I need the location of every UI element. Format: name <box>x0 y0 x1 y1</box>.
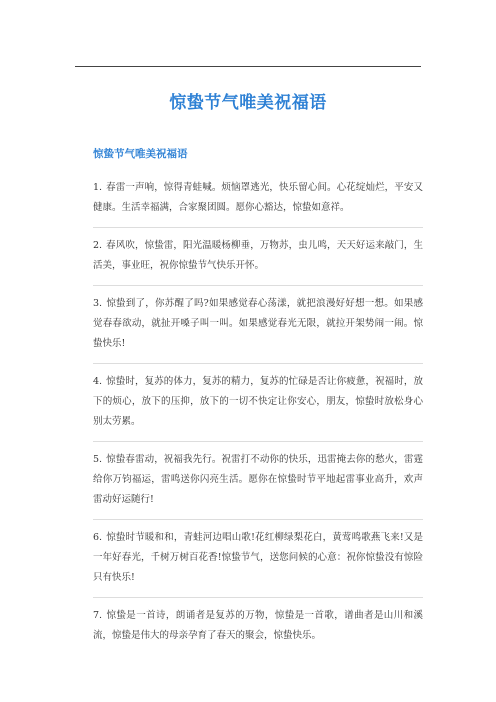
blessing-item <box>93 294 423 364</box>
document-title: 惊蛰节气唯美祝福语 <box>169 93 327 113</box>
item-text: 春雷一声响，惊得青蛙喊。烦恼罩逃光，快乐留心间。心花绽灿烂，平安又健康。生活幸福满，合家聚团圆。愿你心豁达，惊蛰如意祥。 <box>93 182 423 213</box>
item-number: 2. <box>93 240 103 251</box>
item-text: 惊蛰到了，你苏醒了吗?如果感觉春心荡漾，就把浪漫好好想一想。如果感觉春春欲动，就扯开嗓子叫一叫。如果感觉春光无限，就拉开架势闹一闹。惊蛰快乐! <box>93 298 423 349</box>
item-number: 6. <box>93 532 103 543</box>
blessing-item <box>93 606 423 655</box>
item-text: 惊蛰时节暖和和，青蛙河边唱山歌!花红柳绿梨花白，黄莺鸣歌燕飞来!又是一年好春光，千树万树百花香!惊蛰节气，送您问候的心意：祝你惊蛰没有惊险只有快乐! <box>93 532 423 583</box>
item-text: 惊蛰春雷动，祝福我先行。祝雷打不动你的快乐，迅雷掩去你的愁火，雷霆给你万钧福运，雷鸣送你闪亮生活。愿你在惊蛰时节平地起雷事业高升，欢声雷动好运随行! <box>93 454 423 505</box>
header-rule <box>75 66 421 67</box>
blessing-item <box>93 450 423 520</box>
item-number: 5. <box>93 454 103 465</box>
blessing-item <box>93 372 423 442</box>
section-heading: 惊蛰节气唯美祝福语 <box>93 148 188 160</box>
item-number: 4. <box>93 376 103 387</box>
item-number: 3. <box>93 298 103 309</box>
item-text: 惊蛰时，复苏的体力，复苏的精力，复苏的忙碌是否让你疲惫，祝福时，放下的烦心，放下的压抑，放下的一切不快定让你安心，朋友，惊蛰时放松身心别太劳累。 <box>93 376 423 427</box>
item-text: 春风吹，惊蛰雷，阳光温暖杨柳垂，万物苏，虫儿鸣，天天好运来敲门，生活美，事业旺，祝你惊蛰节气快乐开怀。 <box>93 240 423 271</box>
blessing-item <box>93 178 423 228</box>
item-text: 惊蛰是一首诗，朗诵者是复苏的万物，惊蛰是一首歌，谱曲者是山川和溪流，惊蛰是伟大的母亲孕育了春天的聚会，惊蛰快乐。 <box>93 610 423 641</box>
blessing-item <box>93 236 423 286</box>
item-number: 7. <box>93 610 103 621</box>
blessing-item <box>93 528 423 598</box>
document-body <box>93 146 423 663</box>
item-number: 1. <box>93 182 103 193</box>
